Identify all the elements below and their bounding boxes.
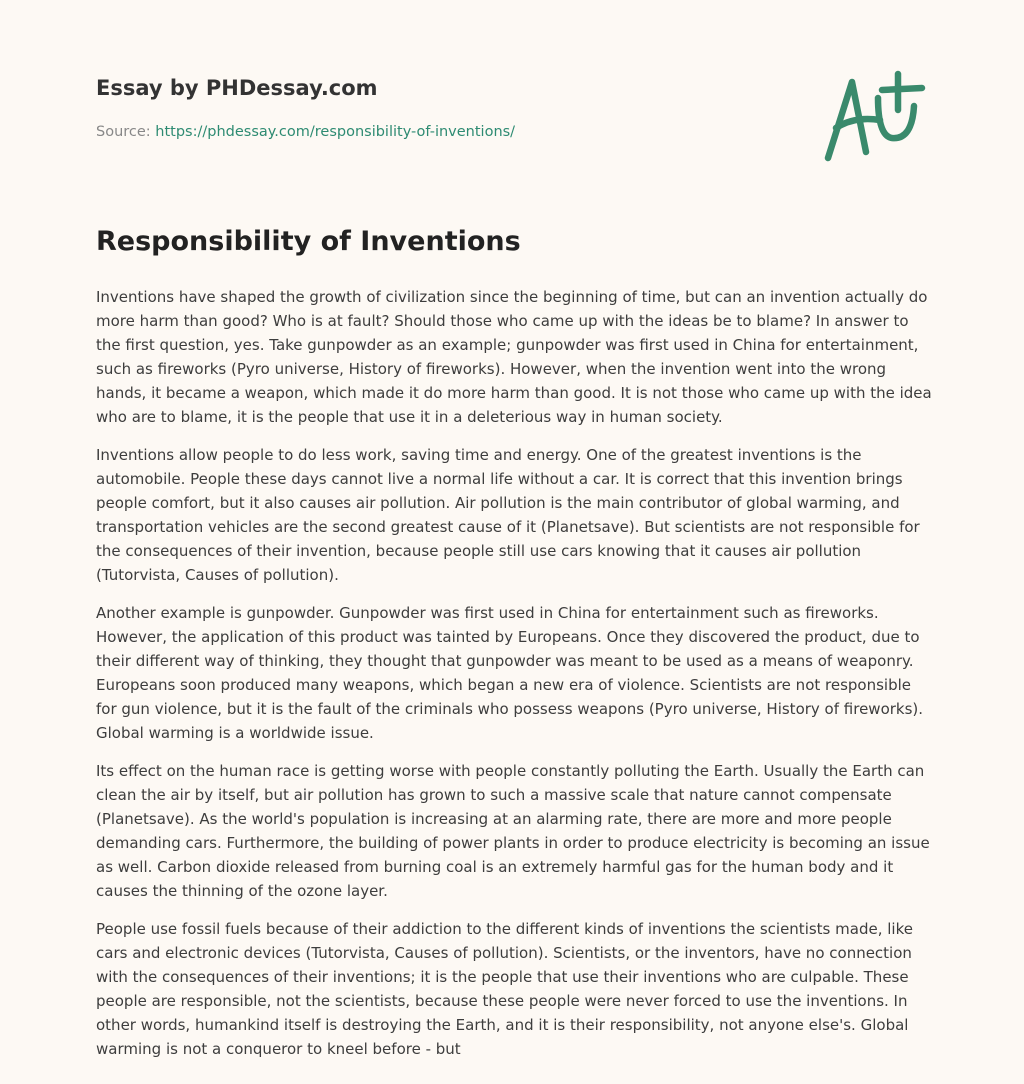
essay-body — [96, 285, 932, 1075]
brand-title: Essay by PHDessay.com — [96, 76, 378, 100]
a-plus-grade-icon — [818, 66, 928, 166]
essay-title: Responsibility of Inventions — [96, 226, 521, 257]
source-label: Source: — [96, 124, 151, 140]
source-line — [96, 124, 515, 140]
essay-paragraph: Inventions allow people to do less work, saving time and energy. One of the greatest inventions is the automobile. People these days cannot live a normal life without a car. It is correct that this invention brings people comfort, but it also causes air pollution. Air pollution is the main contributor of global warming, and transportation vehicles are the second greatest cause of it (Planetsave). But scientists are not responsible for the consequences of their invention, because people still use cars knowing that it causes air pollution (Tutorvista, Causes of pollution). — [96, 446, 920, 584]
essay-paragraph: Inventions have shaped the growth of civilization since the beginning of time, but can an invention actually do more harm than good? Who is at fault? Should those who came up with the ideas be to blame? In answer to the first question, yes. Take gunpowder as an example; gunpowder was first used in China for entertainment, such as fireworks (Pyro universe, History of fireworks). However, when the invention went into the wrong hands, it became a weapon, which made it do more harm than good. It is not those who came up with the idea who are to blame, it is the people that use it in a deleterious way in human society. — [96, 288, 932, 426]
essay-paragraph: People use fossil fuels because of their addiction to the different kinds of inventions the scientists made, like cars and electronic devices (Tutorvista, Causes of pollution). Scientists, or the inventors, have no connection with the consequences of their inventions; it is the people that use their inventions who are culpable. These people are responsible, not the scientists, because these people were never forced to use the inventions. In other words, humankind itself is destroying the Earth, and it is their responsibility, not anyone else's. Global warming is not a conqueror to kneel before - but — [96, 920, 913, 1058]
essay-paragraph: Its effect on the human race is getting worse with people constantly polluting the Earth. Usually the Earth can clean the air by itself, but air pollution has grown to such a massive scale that nature cannot compensate (Planetsave). As the world's population is increasing at an alarming rate, there are more and more people demanding cars. Furthermore, the building of power plants in order to produce electricity is becoming an issue as well. Carbon dioxide released from burning coal is an extremely harmful gas for the human body and it causes the thinning of the ozone layer. — [96, 762, 930, 900]
source-link[interactable]: https://phdessay.com/responsibility-of-inventions/ — [155, 124, 516, 140]
essay-paragraph: Another example is gunpowder. Gunpowder was first used in China for entertainment such as fireworks. However, the application of this product was tainted by Europeans. Once they discovered the product, due to their different way of thinking, they thought that gunpowder was meant to be used as a means of weaponry. Europeans soon produced many weapons, which began a new era of violence. Scientists are not responsible for gun violence, but it is the fault of the criminals who possess weapons (Pyro universe, History of fireworks). Global warming is a worldwide issue. — [96, 604, 924, 742]
